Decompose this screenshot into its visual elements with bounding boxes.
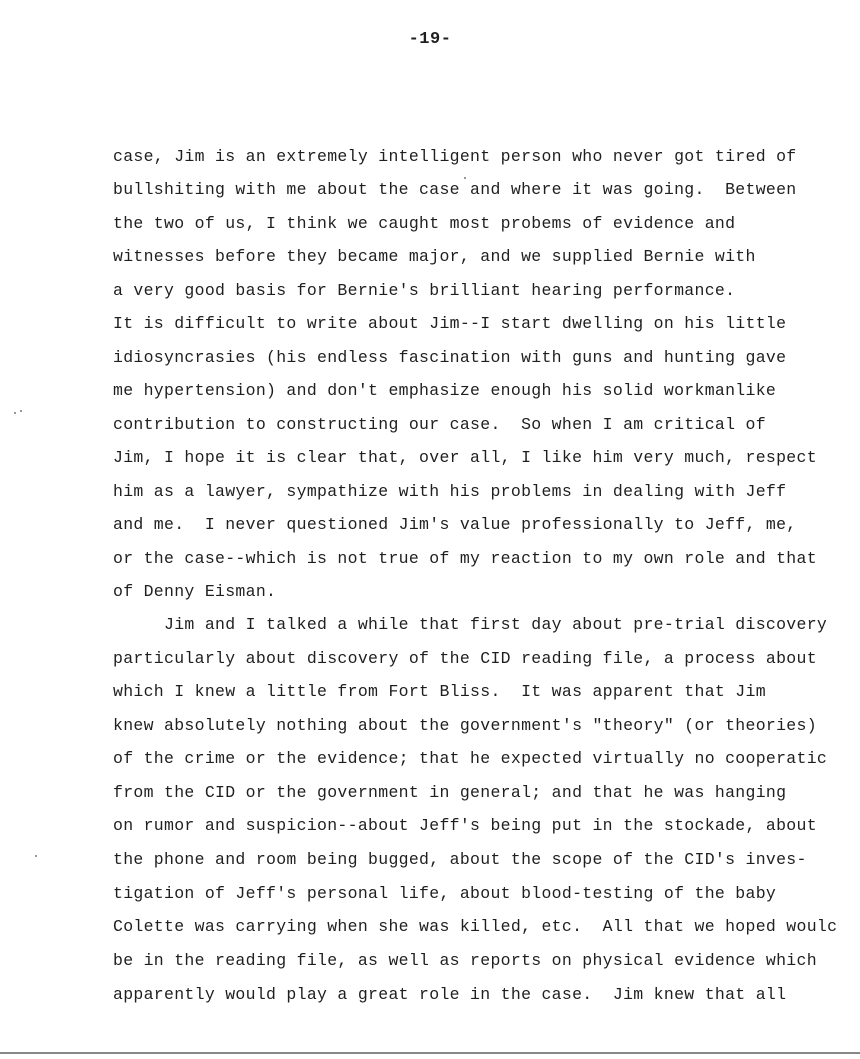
text-line: a very good basis for Bernie's brilliant hearing performance. [113,281,736,300]
text-line: apparently would play a great role in the case. Jim knew that all [113,985,787,1004]
scan-speck [14,412,16,414]
text-line: and me. I never questioned Jim's value professionally to Jeff, me, [113,515,797,534]
text-line: knew absolutely nothing about the government's "theory" (or theories) [113,716,817,735]
text-line: tigation of Jeff's personal life, about blood-testing of the baby [113,884,777,903]
text-line: Jim and I talked a while that first day about pre-trial discovery [113,615,828,634]
text-line: the phone and room being bugged, about the scope of the CID's inves- [113,850,807,869]
text-line: the two of us, I think we caught most probems of evidence and [113,214,736,233]
text-line: particularly about discovery of the CID reading file, a process about [113,649,817,668]
text-line: contribution to constructing our case. So when I am critical of [113,415,766,434]
text-line: Jim, I hope it is clear that, over all, I like him very much, respect [113,448,817,467]
text-line: It is difficult to write about Jim--I start dwelling on his little [113,314,787,333]
scan-speck [20,410,22,412]
text-line: be in the reading file, as well as reports on physical evidence which [113,951,817,970]
scan-speck [35,855,37,857]
text-line: case, Jim is an extremely intelligent person who never got tired of [113,147,797,166]
text-line: of the crime or the evidence; that he expected virtually no cooperatic [113,749,828,768]
text-line: of Denny Eisman. [113,582,277,601]
text-line: from the CID or the government in general; and that he was hanging [113,783,787,802]
text-line: or the case--which is not true of my reaction to my own role and that [113,549,817,568]
text-line: which I knew a little from Fort Bliss. It was apparent that Jim [113,682,766,701]
text-line: bullshiting with me about the case and where it was going. Between [113,180,797,199]
text-line: me hypertension) and don't emphasize enough his solid workmanlike [113,381,777,400]
text-line: witnesses before they became major, and we supplied Bernie with [113,247,756,266]
text-line: idiosyncrasies (his endless fascination with guns and hunting gave [113,348,787,367]
text-line: on rumor and suspicion--about Jeff's being put in the stockade, about [113,816,817,835]
text-line: him as a lawyer, sympathize with his problems in dealing with Jeff [113,482,787,501]
page-number: -19- [408,30,452,49]
text-line: Colette was carrying when she was killed, etc. All that we hoped woulc [113,917,838,936]
scan-speck [464,177,466,179]
page-bottom-edge [0,1052,860,1054]
